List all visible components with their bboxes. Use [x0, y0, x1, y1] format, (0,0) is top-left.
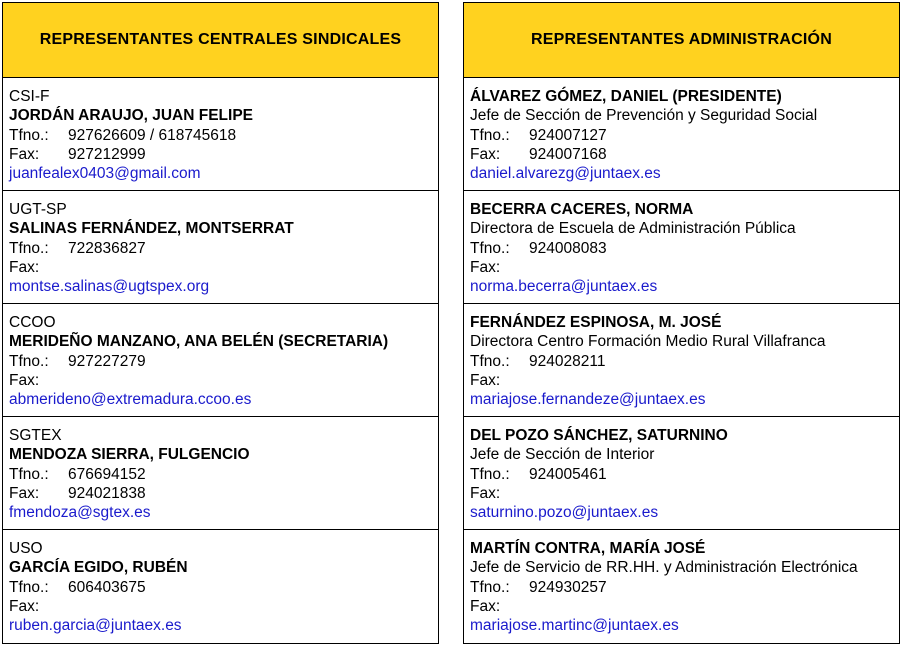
tel-value: 676694152: [68, 465, 146, 483]
tel-label: Tfno.:: [9, 239, 49, 257]
fax-label: Fax:: [470, 258, 501, 276]
union-org: UGT-SP: [9, 201, 67, 218]
fax-value: 927212999: [68, 145, 146, 163]
rep-name: JORDÁN ARAUJO, JUAN FELIPE: [9, 107, 254, 125]
fax-value: 924007168: [529, 145, 607, 163]
fax-label: Fax:: [9, 371, 40, 389]
admin-rep-card: [464, 191, 899, 304]
rep-role: Directora Centro Formación Medio Rural Villafranca: [470, 333, 826, 351]
union-rep-card: [3, 78, 438, 191]
admin-rep-card: [464, 304, 899, 417]
tel-label: Tfno.:: [470, 239, 510, 257]
fax-value: 924021838: [68, 484, 146, 502]
tel-label: Tfno.:: [470, 578, 510, 596]
fax-label: Fax:: [9, 597, 40, 615]
fax-label: Fax:: [470, 597, 501, 615]
admin-panel-header: [464, 3, 899, 78]
email-link[interactable]: montse.salinas@ugtspex.org: [9, 278, 210, 296]
tel-value: 924930257: [529, 578, 607, 596]
union-panel-header: [3, 3, 438, 78]
fax-label: Fax:: [9, 258, 40, 276]
tel-label: Tfno.:: [9, 126, 49, 144]
email-link[interactable]: mariajose.fernandeze@juntaex.es: [470, 391, 706, 409]
tel-value: 924005461: [529, 465, 607, 483]
union-org: CCOO: [9, 314, 56, 331]
union-rep-card: [3, 191, 438, 304]
union-rep-card: [3, 417, 438, 530]
rep-name: GARCÍA EGIDO, RUBÉN: [9, 559, 188, 577]
rep-role: Jefe de Sección de Prevención y Seguridad Social: [470, 107, 818, 125]
tel-value: 606403675: [68, 578, 146, 596]
tel-label: Tfno.:: [470, 126, 510, 144]
rep-name: FERNÁNDEZ ESPINOSA, M. JOSÉ: [470, 314, 722, 331]
email-link[interactable]: daniel.alvarezg@juntaex.es: [470, 165, 661, 183]
fax-label: Fax:: [470, 145, 501, 163]
admin-panel-title: REPRESENTANTES ADMINISTRACIÓN: [531, 31, 832, 48]
tel-value: 927227279: [68, 352, 146, 370]
email-link[interactable]: juanfealex0403@gmail.com: [9, 165, 201, 183]
rep-name: MENDOZA SIERRA, FULGENCIO: [9, 446, 250, 464]
union-rep-card: [3, 304, 438, 417]
email-link[interactable]: abmerideno@extremadura.ccoo.es: [9, 391, 252, 409]
fax-label: Fax:: [9, 484, 40, 502]
rep-role: Directora de Escuela de Administración Pública: [470, 220, 796, 238]
rep-name: BECERRA CACERES, NORMA: [470, 201, 694, 218]
rep-name: DEL POZO SÁNCHEZ, SATURNINO: [470, 427, 728, 444]
rep-name: ÁLVAREZ GÓMEZ, DANIEL (PRESIDENTE): [470, 88, 782, 105]
admin-rep-card: [464, 417, 899, 530]
tel-label: Tfno.:: [470, 352, 510, 370]
rep-role: Jefe de Sección de Interior: [470, 446, 655, 464]
rep-name: MARTÍN CONTRA, MARÍA JOSÉ: [470, 540, 706, 557]
email-link[interactable]: fmendoza@sgtex.es: [9, 504, 151, 522]
tel-value: 924028211: [529, 352, 606, 370]
email-link[interactable]: norma.becerra@juntaex.es: [470, 278, 658, 296]
admin-rep-card: [464, 530, 899, 643]
rep-name: MERIDEÑO MANZANO, ANA BELÉN (SECRETARIA): [9, 333, 389, 351]
email-link[interactable]: saturnino.pozo@juntaex.es: [470, 504, 659, 522]
rep-name: SALINAS FERNÁNDEZ, MONTSERRAT: [9, 220, 294, 238]
union-org: USO: [9, 540, 43, 557]
tel-value: 927626609 / 618745618: [68, 126, 237, 144]
union-representatives-panel: [2, 2, 439, 644]
fax-label: Fax:: [470, 484, 501, 502]
tel-label: Tfno.:: [9, 578, 49, 596]
tel-value: 722836827: [68, 239, 146, 257]
tel-label: Tfno.:: [9, 352, 49, 370]
rep-role: Jefe de Servicio de RR.HH. y Administración Electrónica: [470, 559, 858, 577]
union-org: SGTEX: [9, 427, 62, 444]
tel-label: Tfno.:: [9, 465, 49, 483]
union-panel-title: REPRESENTANTES CENTRALES SINDICALES: [39, 31, 402, 48]
tel-value: 924008083: [529, 239, 607, 257]
union-rep-card: [3, 530, 438, 643]
fax-label: Fax:: [470, 371, 501, 389]
administration-representatives-panel: [463, 2, 900, 644]
admin-rep-card: [464, 78, 899, 191]
union-org: CSI-F: [9, 88, 50, 105]
fax-label: Fax:: [9, 145, 40, 163]
email-link[interactable]: mariajose.martinc@juntaex.es: [470, 617, 679, 635]
email-link[interactable]: ruben.garcia@juntaex.es: [9, 617, 182, 635]
tel-label: Tfno.:: [470, 465, 510, 483]
tel-value: 924007127: [529, 126, 607, 144]
